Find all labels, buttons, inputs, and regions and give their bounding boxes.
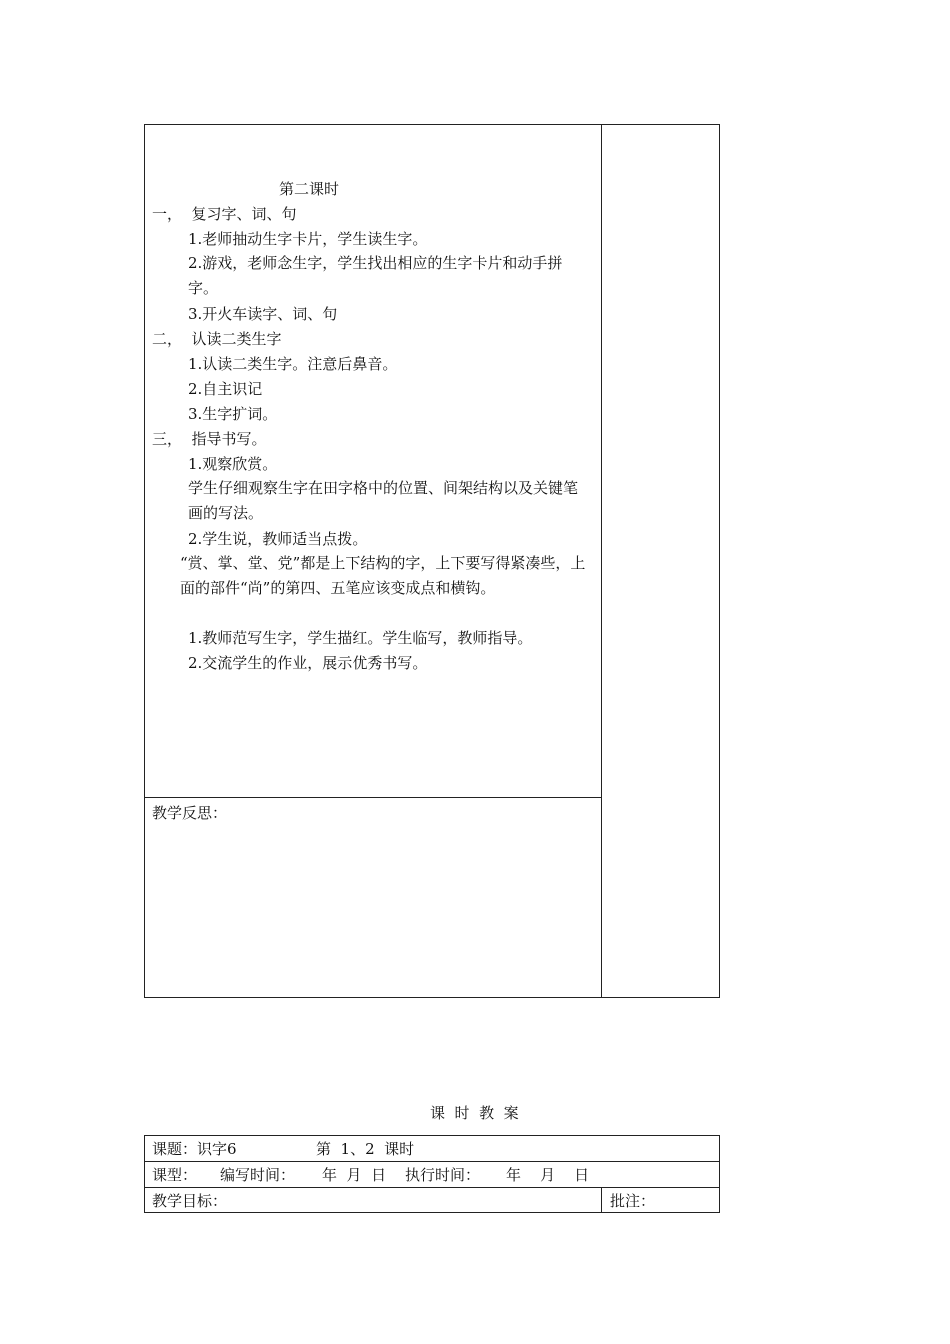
plan-exec-date: 年 月 日: [506, 1166, 590, 1184]
section-3-heading: 三， 指导书写。: [152, 430, 267, 448]
section-1-item-2: 2.游戏，老师念生字，学生找出相应的生字卡片和动手拼字。: [188, 254, 563, 297]
section-2-item-2: 2.自主识记: [188, 380, 263, 398]
section-2-item-1: 1.认读二类生字。注意后鼻音。: [188, 355, 398, 373]
section-3-item-2: 2.学生说，教师适当点拨。: [188, 530, 368, 548]
reflection-divider: [144, 797, 602, 798]
plan-exec-time-label: 执行时间：: [405, 1166, 481, 1184]
plan-write-date: 年 月 日: [322, 1166, 387, 1184]
plan-topic: 课题：识字6: [152, 1140, 237, 1158]
plan-periods: 第 1、2 课时: [316, 1140, 415, 1158]
lesson-title: 第二课时: [279, 180, 340, 198]
plan-type-label: 课型：: [152, 1166, 198, 1184]
plan-write-time-label: 编写时间：: [220, 1166, 296, 1184]
table-border-top: [144, 124, 720, 125]
section-1-heading: 一， 复习字、词、句: [152, 205, 297, 223]
section-2-heading: 二， 认读二类生字: [152, 330, 282, 348]
plan-border-bottom: [144, 1212, 720, 1213]
section-2-item-3: 3.生字扩词。: [188, 405, 278, 423]
reflection-label: 教学反思：: [152, 804, 228, 822]
section-3-item-1: 1.观察欣赏。: [188, 455, 278, 473]
plan-border-left: [144, 1135, 145, 1213]
section-1-item-3: 3.开火车读字、词、句: [188, 305, 338, 323]
table-column-divider: [601, 124, 602, 998]
section-3-paragraph-1: 学生仔细观察生字在田字格中的位置、间架结构以及关键笔画的写法。: [188, 479, 579, 522]
plan-note-divider: [601, 1187, 602, 1213]
section-3-paragraph-2: “赏、掌、堂、党”都是上下结构的字，上下要写得紧凑些，上面的部件“尚”的第四、五笔应该变成点和横钩。: [180, 554, 586, 597]
plan-border-right: [719, 1135, 720, 1213]
plan-goal-label: 教学目标：: [152, 1192, 228, 1210]
table-border-right: [719, 124, 720, 998]
section-3-item-3: 1.教师范写生字，学生描红。学生临写，教师指导。: [188, 629, 533, 647]
plan-row-divider-1: [144, 1161, 720, 1162]
plan-border-top: [144, 1135, 720, 1136]
table-border-left: [144, 124, 145, 998]
section-3-item-4: 2.交流学生的作业，展示优秀书写。: [188, 654, 428, 672]
section-1-item-1: 1.老师抽动生字卡片，学生读生字。: [188, 230, 428, 248]
plan-heading: 课 时 教 案: [430, 1104, 519, 1122]
table-border-bottom: [144, 997, 720, 998]
plan-row-divider-2: [144, 1187, 720, 1188]
plan-note-label: 批注：: [610, 1192, 656, 1210]
